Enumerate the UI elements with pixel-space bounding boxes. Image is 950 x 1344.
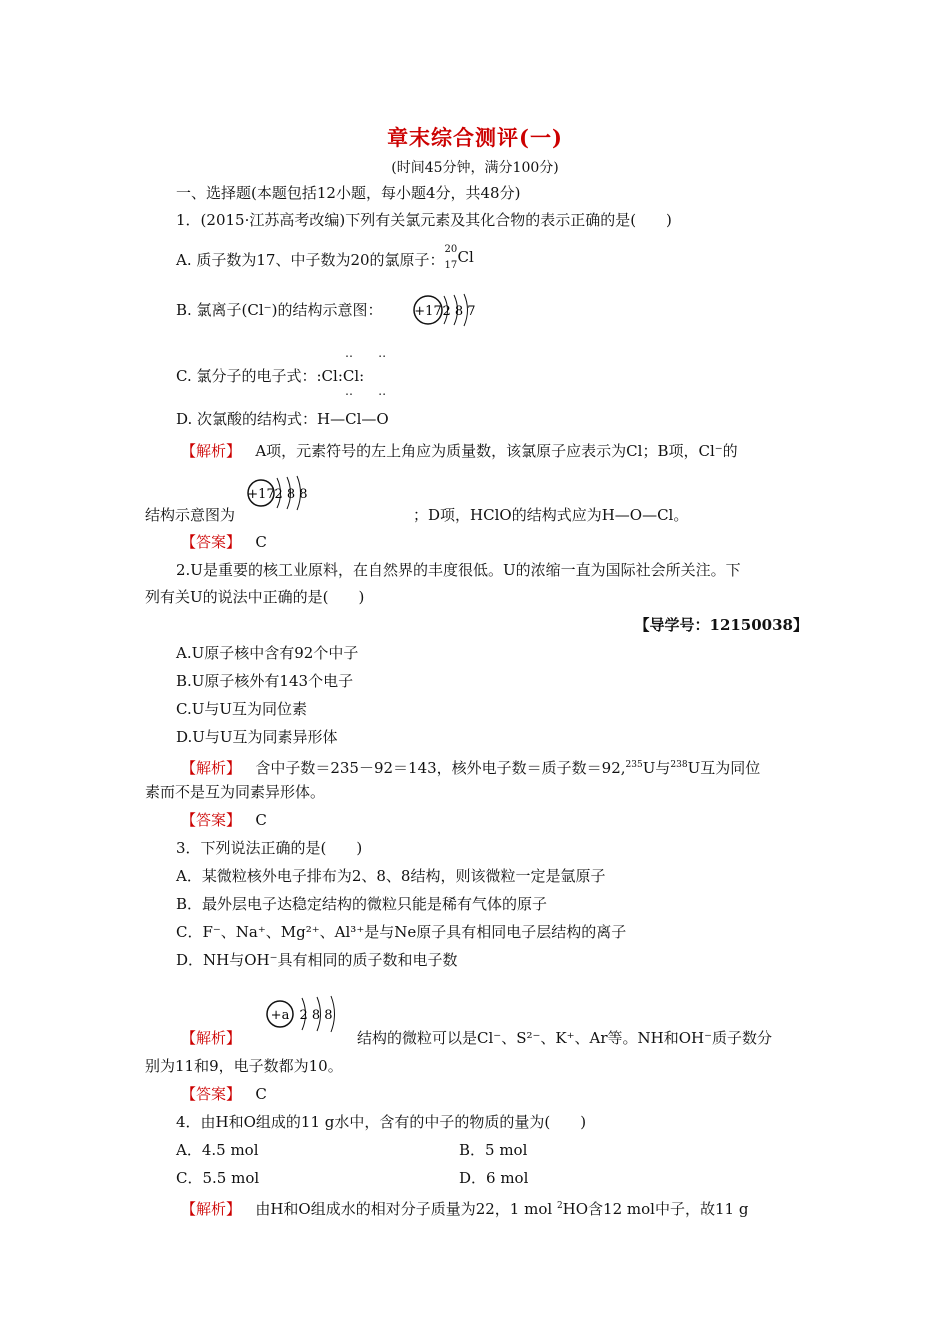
q1-analysis-text: A项，元素符号的左上角应为质量数，该氯原子应表示为Cl；B项，Cl⁻的 bbox=[255, 442, 738, 460]
answer-value: C bbox=[255, 1085, 267, 1103]
q1-analysis bbox=[181, 441, 738, 461]
q4-option-a: A．4.5 mol bbox=[176, 1141, 259, 1159]
atomic-number: 17 bbox=[444, 260, 458, 271]
q1-option-a-text: A. 质子数为17、中子数为20的氯原子： bbox=[176, 251, 445, 269]
answer-tag: 【答案】 bbox=[181, 811, 242, 829]
analysis-post-text: ；D项，HClO的结构式应为H—O—Cl。 bbox=[413, 506, 689, 524]
q4-option-c: C．5.5 mol bbox=[176, 1169, 260, 1187]
mass-number-sup: 2 bbox=[556, 1201, 563, 1211]
q2-answer bbox=[181, 810, 267, 830]
answer-value: C bbox=[255, 533, 267, 551]
q2-analysis-line2: 素而不是互为同素异形体。 bbox=[145, 783, 326, 801]
q2-analysis bbox=[181, 755, 760, 778]
mass-number: 20 bbox=[444, 244, 458, 255]
analysis-pre-text: 结构示意图为 bbox=[145, 506, 236, 524]
analysis-tag: 【解析】 bbox=[181, 442, 242, 460]
q3-answer bbox=[181, 1084, 267, 1104]
q1-stem: 1．(2015·江苏高考改编)下列有关氯元素及其化合物的表示正确的是( ) bbox=[176, 211, 672, 229]
analysis-text-b: U与 bbox=[642, 759, 671, 777]
mass-number-sup: 235 bbox=[625, 760, 643, 770]
answer-tag: 【答案】 bbox=[181, 1085, 242, 1103]
q2-option-d: D.U与U互为同素异形体 bbox=[176, 728, 338, 746]
q1-option-b: B. 氯离子(Cl⁻)的结构示意图： bbox=[176, 301, 383, 319]
q3-option-c: C．F⁻、Na⁺、Mg²⁺、Al³⁺是与Ne原子具有相同电子层结构的离子 bbox=[176, 923, 627, 941]
q1-answer bbox=[181, 532, 267, 552]
electron-formula: :Cl:Cl: bbox=[316, 367, 365, 385]
lone-pair-dots-top: ‥ ‥ bbox=[345, 346, 388, 360]
answer-value: C bbox=[255, 811, 267, 829]
q3-analysis bbox=[181, 1028, 772, 1048]
q4-option-b: B．5 mol bbox=[459, 1141, 528, 1159]
q4-option-d: D．6 mol bbox=[459, 1169, 529, 1187]
q2-option-c: C.U与U互为同位素 bbox=[176, 700, 307, 718]
nuclide-symbol bbox=[444, 244, 474, 271]
analysis-text-c: U互为同位 bbox=[687, 759, 761, 777]
q3-option-d: D．NH与OH⁻具有相同的质子数和电子数 bbox=[176, 951, 458, 969]
analysis-tag: 【解析】 bbox=[181, 1029, 242, 1047]
q2-option-b: B.U原子核外有143个电子 bbox=[176, 672, 354, 690]
q3-option-a: A．某微粒核外电子排布为2、8、8结构，则该微粒一定是氩原子 bbox=[176, 867, 606, 885]
answer-tag: 【答案】 bbox=[181, 533, 242, 551]
diagram-b-shells: 2 8 7 bbox=[442, 304, 476, 319]
guide-number: 【导学号：12150038】 bbox=[634, 616, 808, 634]
analysis-text-b: HO含12 mol中子，故11 g bbox=[562, 1200, 749, 1218]
diagram-b-nucleus: +17 bbox=[414, 304, 442, 319]
analysis-text-a: 含中子数＝235－92＝143，核外电子数＝质子数＝92, bbox=[255, 759, 626, 777]
q1-option-a bbox=[176, 244, 474, 271]
diagram-generic-shells: 2 8 8 bbox=[299, 1008, 333, 1023]
q3-analysis-line2: 别为11和9，电子数都为10。 bbox=[145, 1057, 343, 1075]
analysis-tag: 【解析】 bbox=[181, 1200, 242, 1218]
page-subtitle: (时间45分钟，满分100分) bbox=[391, 160, 559, 176]
analysis-text-a: 由H和O组成水的相对分子质量为22，1 mol bbox=[255, 1200, 557, 1218]
q1-option-c-text: C. 氯分子的电子式： bbox=[176, 367, 317, 385]
q1-analysis-line2 bbox=[145, 505, 688, 525]
q2-stem-line2: 列有关U的说法中正确的是( ) bbox=[145, 588, 365, 606]
q3-option-b: B．最外层电子达稳定结构的微粒只能是稀有气体的原子 bbox=[176, 895, 548, 913]
q1-option-d: D. 次氯酸的结构式：H—Cl—O bbox=[176, 410, 389, 428]
element-symbol: Cl bbox=[457, 248, 474, 266]
analysis-tag: 【解析】 bbox=[181, 759, 242, 777]
q4-analysis bbox=[181, 1196, 748, 1219]
diagram-analysis-shells: 2 8 8 bbox=[274, 487, 308, 502]
page-title: 章末综合测评(一) bbox=[387, 125, 563, 150]
chlorine-ion-diagram-b bbox=[411, 292, 483, 328]
section-heading: 一、选择题(本题包括12小题，每小题4分，共48分) bbox=[176, 184, 521, 202]
q1-option-c bbox=[176, 366, 364, 386]
lone-pair-dots-bottom: ‥ ‥ bbox=[345, 384, 388, 398]
q4-stem: 4．由H和O组成的11 g水中，含有的中子的物质的量为( ) bbox=[176, 1113, 587, 1131]
q2-option-a: A.U原子核中含有92个中子 bbox=[176, 644, 359, 662]
diagram-analysis-nucleus: +17 bbox=[247, 487, 275, 502]
diagram-generic-nucleus: +a bbox=[270, 1008, 290, 1023]
q3-stem: 3．下列说法正确的是( ) bbox=[176, 839, 363, 857]
mass-number-sup: 238 bbox=[670, 760, 688, 770]
analysis-text: 结构的微粒可以是Cl⁻、S²⁻、K⁺、Ar等。NH和OH⁻质子数分 bbox=[357, 1029, 773, 1047]
q2-stem-line1: 2.U是重要的核工业原料，在自然界的丰度很低。U的浓缩一直为国际社会所关注。下 bbox=[176, 561, 741, 579]
